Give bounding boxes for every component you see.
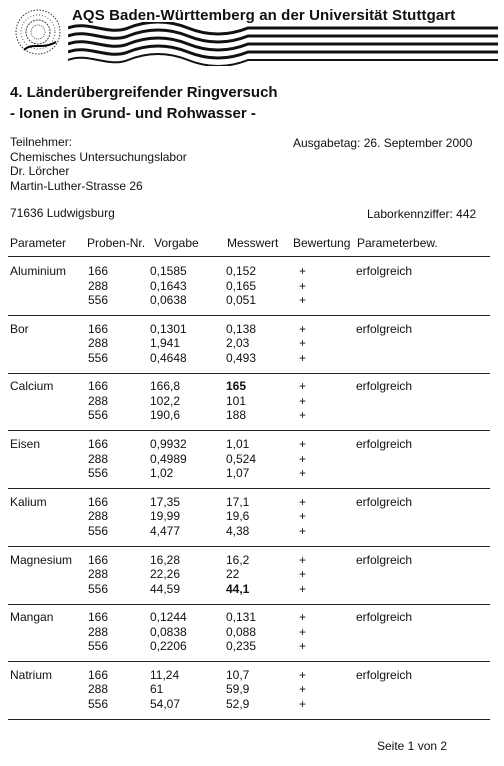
measured-value: 165 [226,379,247,394]
rating: + [299,466,307,481]
sample-nr: 556 [88,523,109,538]
col-header-target: Vorgabe [154,236,199,250]
measured-value: 44,1 [226,581,250,596]
target-value: 1,941 [150,336,181,351]
target-value: 16,28 [150,552,181,567]
sample-nr: 556 [88,696,109,711]
target-value: 0,1301 [150,321,187,336]
target-value: 4,477 [150,523,181,538]
table-divider [8,661,490,662]
table-divider [8,373,490,374]
measured-value: 2,03 [226,336,250,351]
page-number: Seite 1 von 2 [377,739,448,753]
table-divider [8,604,490,605]
parameter-evaluation: erfolgreich [356,437,413,452]
target-value: 0,1244 [150,610,187,625]
sample-nr: 288 [88,682,109,697]
aqs-logo [12,6,64,58]
measured-value: 0,138 [226,321,257,336]
rating: + [299,567,307,581]
sample-nr: 556 [88,466,109,481]
target-value: 0,4989 [150,451,187,466]
rating: + [299,581,307,596]
sample-nr: 166 [88,552,109,567]
parameter-name: Aluminium [10,264,67,278]
sample-nr: 556 [88,639,109,654]
target-value: 54,07 [150,696,181,711]
parameter-evaluation: erfolgreich [356,379,413,394]
col-header-rating: Bewertung [293,236,351,250]
parameter-evaluation: erfolgreich [356,264,413,278]
target-value: 11,24 [150,667,180,682]
sample-nr: 288 [88,624,109,639]
target-value: 1,02 [150,466,174,481]
parameter-evaluation: erfolgreich [356,552,413,567]
measured-value: 0,165 [226,278,257,293]
participant-address [10,135,187,193]
target-value: 0,1643 [150,278,187,293]
measured-value: 52,9 [226,696,250,711]
sample-nr: 166 [88,379,109,394]
rating: + [299,610,307,625]
measured-value: 1,07 [226,466,250,481]
target-value: 0,1585 [150,264,187,278]
document-title [10,82,278,124]
rating: + [299,667,307,682]
sample-nr: 166 [88,264,109,278]
target-value: 166,8 [150,379,181,394]
table-divider [8,430,490,431]
measured-value: 22 [226,567,240,581]
rating: + [299,509,307,524]
parameter-name: Eisen [10,437,41,452]
sample-nr: 556 [88,293,109,307]
target-value: 0,0838 [150,624,187,639]
sample-nr: 288 [88,509,109,524]
parameter-block [0,668,504,724]
rating: + [299,350,307,365]
col-header-measured: Messwert [227,236,279,250]
measured-value: 101 [226,393,247,408]
parameter-block [0,553,504,609]
parameter-block [0,437,504,493]
measured-value: 4,38 [226,523,250,538]
wave-graphic [68,22,498,66]
sample-nr: 166 [88,321,109,336]
parameter-block [0,264,504,320]
participant-line-1: Chemisches Untersuchungslabor [10,149,187,164]
parameter-block [0,495,504,551]
rating: + [299,494,307,509]
rating: + [299,278,307,293]
parameter-block [0,610,504,666]
rating: + [299,451,307,466]
participant-label: Teilnehmer: [10,135,73,149]
issue-date: Ausgabetag: 26. September 2000 [293,136,473,150]
measured-value: 1,01 [226,437,250,452]
table-divider [8,315,490,316]
target-value: 0,9932 [150,437,187,452]
title-line-2: - Ionen in Grund- und Rohwasser - [10,105,256,122]
parameter-evaluation: erfolgreich [356,667,413,682]
measured-value: 10,7 [226,667,250,682]
parameter-evaluation: erfolgreich [356,494,413,509]
lab-code: Laborkennziffer: 442 [367,207,477,221]
target-value: 44,59 [150,581,181,596]
participant-line-2: Dr. Lörcher [10,164,70,178]
rating: + [299,393,307,408]
rating: + [299,682,307,697]
rating: + [299,552,307,567]
parameter-name: Magnesium [10,552,73,567]
rating: + [299,408,307,423]
target-value: 17,35 [150,494,181,509]
rating: + [299,336,307,351]
parameter-block [0,322,504,378]
sample-nr: 556 [88,350,109,365]
sample-nr: 166 [88,667,109,682]
target-value: 190,6 [150,408,181,423]
target-value: 0,0638 [150,293,187,307]
rating: + [299,321,307,336]
target-value: 0,2206 [150,639,187,654]
table-divider [8,488,490,489]
rating: + [299,437,307,452]
rating: + [299,379,307,394]
measured-value: 0,152 [226,264,257,278]
parameter-name: Natrium [10,667,53,682]
sample-nr: 288 [88,451,109,466]
sample-nr: 288 [88,393,109,408]
measured-value: 0,051 [226,293,257,307]
rating: + [299,639,307,654]
target-value: 0,4648 [150,350,187,365]
target-value: 22,26 [150,567,181,581]
measured-value: 0,493 [226,350,257,365]
sample-nr: 288 [88,336,109,351]
parameter-evaluation: erfolgreich [356,321,413,336]
measured-value: 17,1 [226,494,250,509]
measured-value: 0,524 [226,451,257,466]
target-value: 19,99 [150,509,181,524]
rating: + [299,624,307,639]
parameter-name: Mangan [10,610,54,625]
measured-value: 188 [226,408,247,423]
rating: + [299,523,307,538]
org-title: AQS Baden-Württemberg an der Universität Stuttgart [72,7,456,24]
table-divider [8,546,490,547]
rating: + [299,264,307,278]
col-header-parameter: Parameter [10,236,67,250]
measured-value: 16,2 [226,552,250,567]
col-header-param-eval: Parameterbew. [357,236,438,250]
measured-value: 19,6 [226,509,250,524]
measured-value: 0,131 [226,610,257,625]
col-header-sample-nr: Proben-Nr. [87,236,146,250]
measured-value: 0,088 [226,624,257,639]
sample-nr: 556 [88,581,109,596]
rating: + [299,293,307,307]
sample-nr: 166 [88,494,109,509]
parameter-name: Kalium [10,494,47,509]
rating: + [299,696,307,711]
measured-value: 0,235 [226,639,257,654]
sample-nr: 166 [88,610,109,625]
target-value: 102,2 [150,393,181,408]
table-divider [8,256,490,257]
participant-city: 71636 Ludwigsburg [10,206,115,220]
table-divider [8,719,490,720]
measured-value: 59,9 [226,682,250,697]
parameter-name: Bor [10,321,29,336]
participant-line-3: Martin-Luther-Strasse 26 [10,178,143,193]
title-line-1: 4. Länderübergreifender Ringversuch [10,84,278,101]
sample-nr: 556 [88,408,109,423]
target-value: 61 [150,682,164,697]
sample-nr: 288 [88,278,109,293]
parameter-name: Calcium [10,379,54,394]
parameter-evaluation: erfolgreich [356,610,413,625]
sample-nr: 166 [88,437,109,452]
parameter-block [0,379,504,435]
sample-nr: 288 [88,567,109,581]
